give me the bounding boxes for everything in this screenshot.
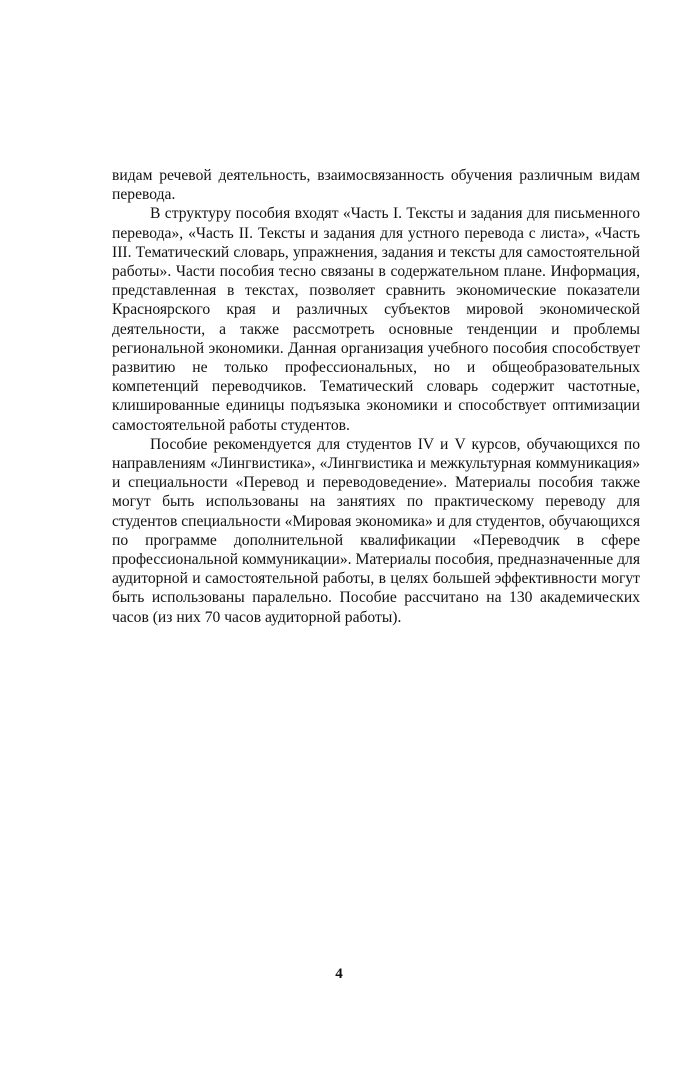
body-text	[112, 166, 640, 627]
paragraph-continuation: видам речевой деятельность, взаимосвязанность обучения различным видам перевода.	[112, 167, 640, 204]
page-number: 4	[335, 966, 343, 982]
paragraph-audience: Пособие рекомендуется для студентов IV и V курсов, обучающихся по направлениям «Лингвистика», «Лингвистика и межкультурная коммуникация» и специальности «Перевод и переводоведение». Материалы пособия также могут быть использованы на занятиях по практическому переводу для студентов специальности «Мировая экономика» и для студентов, обучающихся по программе дополнительной квалификации «Переводчик в сфере профессиональной коммуникации». Материалы пособия, предназначенные для аудиторной и самостоятельной работы, в целях большей эффективности могут быть использованы паралельно. Пособие рассчитано на 130 академических часов (из них 70 часов аудиторной работы).	[112, 435, 640, 626]
paragraph-structure: В структуру пособия входят «Часть I. Тексты и задания для письменного перевода», «Часть II. Тексты и задания для устного перевода с листа», «Часть III. Тематический словарь, упражнения, задания и тексты для самостоятельной работы». Части пособия тесно связаны в содержательном плане. Информация, представленная в текстах, позволяет сравнить экономические показатели Красноярского края и различных субъектов мировой экономической деятельности, а также рассмотреть основные тенденции и проблемы региональной экономики. Данная организация учебного пособия способствует развитию не только профессиональных, но и общеобразовательных компетенций переводчиков. Тематический словарь содержит частотные, клишированные единицы подъязыка экономики и способствует оптимизации самостоятельной работы студентов.	[112, 205, 640, 434]
